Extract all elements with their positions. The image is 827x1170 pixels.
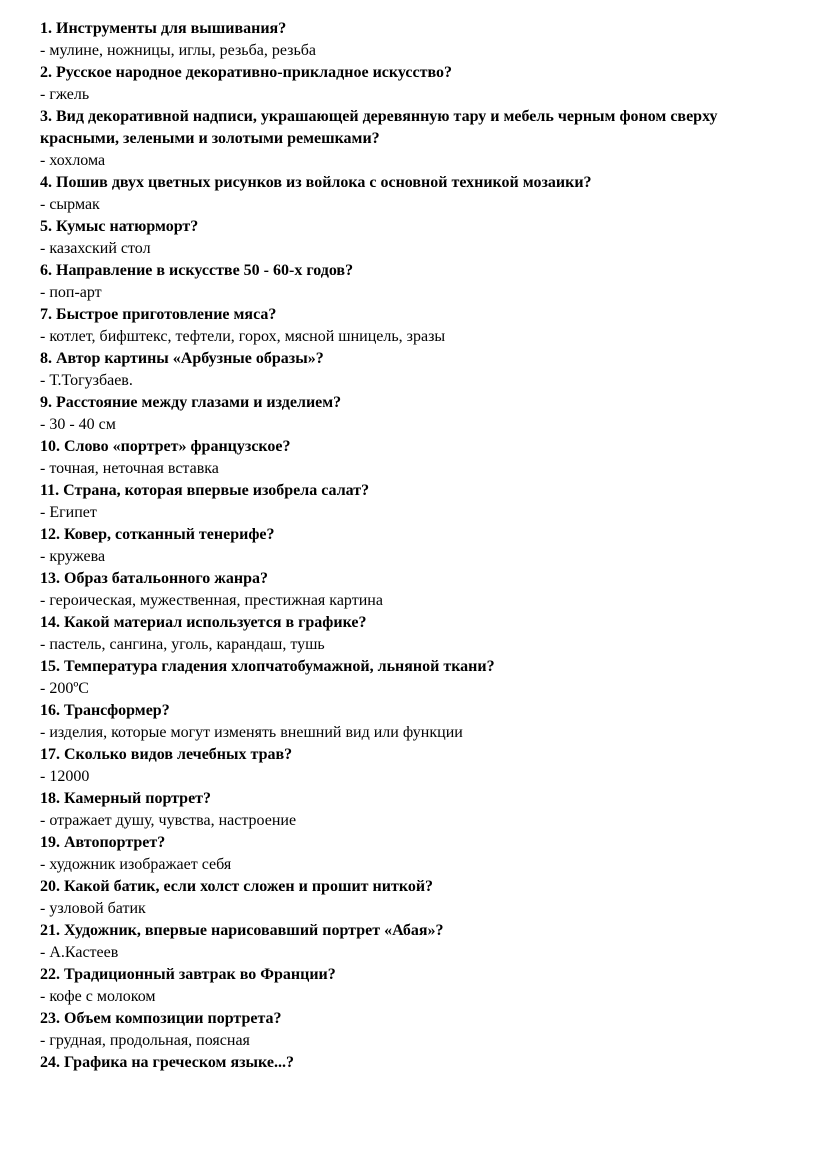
answer-text: - кофе с молоком — [40, 988, 156, 1005]
qa-item — [40, 304, 780, 348]
question-text: 3. Вид декоративной надписи, украшающей деревянную тару и мебель черным фоном сверху красными, зелеными и золотыми ремешками? — [40, 108, 718, 147]
qa-item — [40, 1052, 780, 1074]
qa-item — [40, 920, 780, 964]
question-text: 15. Температура гладения хлопчатобумажной, льняной ткани? — [40, 658, 495, 675]
answer-text: - гжель — [40, 86, 90, 103]
qa-item — [40, 568, 780, 612]
answer-text: - точная, неточная вставка — [40, 460, 219, 477]
question-text: 4. Пошив двух цветных рисунков из войлока с основной техникой мозаики? — [40, 174, 592, 191]
qa-item — [40, 18, 780, 62]
answer-text: - героическая, мужественная, престижная картина — [40, 592, 383, 609]
answer-text: - художник изображает себя — [40, 856, 232, 873]
question-text: 1. Инструменты для вышивания? — [40, 20, 287, 37]
qa-item — [40, 524, 780, 568]
qa-item — [40, 260, 780, 304]
question-text: 10. Слово «портрет» французское? — [40, 438, 291, 455]
qa-item — [40, 700, 780, 744]
answer-text: - 30 - 40 см — [40, 416, 116, 433]
question-text: 7. Быстрое приготовление мяса? — [40, 306, 277, 323]
answer-text: - котлет, бифштекс, тефтели, горох, мясной шницель, зразы — [40, 328, 446, 345]
answer-text: - кружева — [40, 548, 106, 565]
question-text: 20. Какой батик, если холст сложен и прошит ниткой? — [40, 878, 434, 895]
answer-text: - узловой батик — [40, 900, 146, 917]
question-text: 21. Художник, впервые нарисовавший портрет «Абая»? — [40, 922, 444, 939]
question-text: 19. Автопортрет? — [40, 834, 166, 851]
answer-text: - сырмак — [40, 196, 100, 213]
answer-text: - Т.Тогузбаев. — [40, 372, 133, 389]
answer-text: - грудная, продольная, поясная — [40, 1032, 250, 1049]
answer-text: - изделия, которые могут изменять внешний вид или функции — [40, 724, 463, 741]
qa-item — [40, 436, 780, 480]
question-text: 8. Автор картины «Арбузные образы»? — [40, 350, 324, 367]
qa-item — [40, 612, 780, 656]
qa-item — [40, 1008, 780, 1052]
answer-text: - мулине, ножницы, иглы, резьба, резьба — [40, 42, 316, 59]
qa-item — [40, 62, 780, 106]
answer-text: - 200ºC — [40, 680, 89, 697]
question-text: 2. Русское народное декоративно-прикладное искусство? — [40, 64, 452, 81]
question-text: 24. Графика на греческом языке...? — [40, 1054, 294, 1071]
question-text: 18. Камерный портрет? — [40, 790, 212, 807]
question-text: 5. Кумыс натюрморт? — [40, 218, 199, 235]
qa-item — [40, 964, 780, 1008]
question-text: 13. Образ батальонного жанра? — [40, 570, 269, 587]
answer-text: - пастель, сангина, уголь, карандаш, тушь — [40, 636, 325, 653]
qa-item — [40, 480, 780, 524]
question-text: 9. Расстояние между глазами и изделием? — [40, 394, 342, 411]
qa-item — [40, 216, 780, 260]
question-text: 12. Ковер, сотканный тенерифе? — [40, 526, 275, 543]
question-text: 6. Направление в искусстве 50 - 60-х годов? — [40, 262, 354, 279]
answer-text: - А.Кастеев — [40, 944, 119, 961]
qa-item — [40, 832, 780, 876]
qa-item — [40, 392, 780, 436]
answer-text: - отражает душу, чувства, настроение — [40, 812, 297, 829]
question-text: 11. Страна, которая впервые изобрела салат? — [40, 482, 370, 499]
answer-text: - казахский стол — [40, 240, 151, 257]
answer-text: - хохлома — [40, 152, 106, 169]
question-text: 22. Традиционный завтрак во Франции? — [40, 966, 336, 983]
qa-item — [40, 348, 780, 392]
qa-item — [40, 172, 780, 216]
question-text: 16. Трансформер? — [40, 702, 170, 719]
answer-text: - поп-арт — [40, 284, 102, 301]
answer-text: - 12000 — [40, 768, 90, 785]
question-text: 14. Какой материал используется в графике? — [40, 614, 367, 631]
qa-item — [40, 106, 780, 172]
answer-text: - Египет — [40, 504, 97, 521]
question-text: 17. Сколько видов лечебных трав? — [40, 746, 293, 763]
document-page — [40, 18, 780, 1074]
qa-item — [40, 788, 780, 832]
qa-item — [40, 876, 780, 920]
qa-item — [40, 656, 780, 700]
qa-item — [40, 744, 780, 788]
question-text: 23. Объем композиции портрета? — [40, 1010, 282, 1027]
